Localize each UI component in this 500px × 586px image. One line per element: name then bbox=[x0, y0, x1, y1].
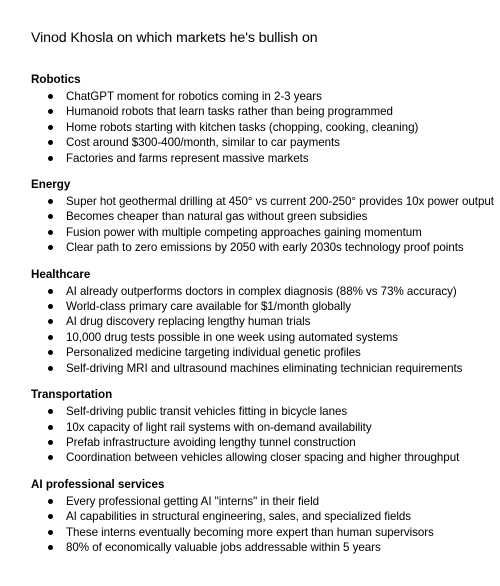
list-item-text: Personalized medicine targeting individual genetic profiles bbox=[66, 346, 361, 360]
bullet-icon bbox=[48, 125, 53, 130]
document bbox=[31, 28, 494, 567]
section-heading: Energy bbox=[31, 178, 71, 192]
section-healthcare bbox=[31, 268, 491, 376]
bullet-icon bbox=[48, 530, 53, 535]
list-item-text: Fusion power with multiple competing approaches gaining momentum bbox=[66, 225, 422, 239]
bullet-icon bbox=[48, 109, 53, 114]
list-item bbox=[31, 509, 491, 524]
list-item-text: World-class primary care available for $1/month globally bbox=[66, 300, 352, 314]
list-item-text: 80% of economically valuable jobs addressable within 5 years bbox=[66, 540, 381, 554]
bullet-icon bbox=[48, 245, 53, 250]
bullet-list bbox=[31, 404, 491, 466]
list-item-text: These interns eventually becoming more expert than human supervisors bbox=[66, 525, 434, 539]
bullet-icon bbox=[48, 409, 53, 414]
list-item bbox=[31, 404, 491, 419]
list-item-text: AI drug discovery replacing lengthy human trials bbox=[66, 315, 311, 329]
bullet-icon bbox=[48, 140, 53, 145]
bullet-icon bbox=[48, 440, 53, 445]
bullet-icon bbox=[48, 156, 53, 161]
list-item-text: Humanoid robots that learn tasks rather than being programmed bbox=[66, 105, 393, 119]
list-item bbox=[31, 209, 491, 224]
list-item bbox=[31, 540, 491, 555]
bullet-list bbox=[31, 284, 491, 376]
bullet-list bbox=[31, 494, 491, 556]
list-item-text: Factories and farms represent massive markets bbox=[66, 151, 309, 165]
section-transportation bbox=[31, 388, 491, 466]
bullet-icon bbox=[48, 335, 53, 340]
bullet-icon bbox=[48, 499, 53, 504]
list-item-text: Super hot geothermal drilling at 450° vs current 200-250° provides 10x power output bbox=[66, 195, 494, 209]
list-item bbox=[31, 314, 491, 329]
list-item-text: AI already outperforms doctors in complex diagnosis (88% vs 73% accuracy) bbox=[66, 284, 457, 298]
list-item bbox=[31, 135, 491, 150]
section-heading: Transportation bbox=[31, 388, 113, 402]
list-item bbox=[31, 104, 491, 119]
list-item bbox=[31, 361, 491, 376]
list-item-text: 10x capacity of light rail systems with on-demand availability bbox=[66, 420, 372, 434]
section-heading: Healthcare bbox=[31, 267, 91, 281]
document-title: Vinod Khosla on which markets he's bullish on bbox=[31, 30, 318, 46]
bullet-icon bbox=[48, 304, 53, 309]
bullet-icon bbox=[48, 425, 53, 430]
list-item-text: Becomes cheaper than natural gas without green subsidies bbox=[66, 210, 368, 224]
section-ai-professional-services bbox=[31, 478, 491, 556]
list-item bbox=[31, 525, 491, 540]
list-item bbox=[31, 345, 491, 360]
list-item-text: Prefab infrastructure avoiding lengthy tunnel construction bbox=[66, 435, 356, 449]
list-item bbox=[31, 120, 491, 135]
bullet-icon bbox=[48, 94, 53, 99]
list-item-text: ChatGPT moment for robotics coming in 2-3 years bbox=[66, 90, 322, 103]
list-item bbox=[31, 151, 491, 166]
list-item-text: Home robots starting with kitchen tasks (chopping, cooking, cleaning) bbox=[66, 120, 419, 134]
section-heading: AI professional services bbox=[31, 477, 165, 491]
bullet-icon bbox=[48, 545, 53, 550]
list-item bbox=[31, 240, 491, 255]
bullet-icon bbox=[48, 214, 53, 219]
list-item-text: 10,000 drug tests possible in one week using automated systems bbox=[66, 330, 399, 344]
list-item-text: Clear path to zero emissions by 2050 with early 2030s technology proof points bbox=[66, 241, 464, 255]
list-item bbox=[31, 450, 491, 465]
bullet-icon bbox=[48, 199, 53, 204]
list-item bbox=[31, 194, 494, 209]
bullet-list bbox=[31, 194, 494, 256]
list-item-text: AI capabilities in structural engineering, sales, and specialized fields bbox=[66, 510, 412, 524]
bullet-list bbox=[31, 89, 491, 166]
list-item bbox=[31, 494, 491, 509]
bullet-icon bbox=[48, 455, 53, 460]
bullet-icon bbox=[48, 230, 53, 235]
section-energy bbox=[31, 178, 494, 256]
bullet-icon bbox=[48, 319, 53, 324]
list-item bbox=[31, 299, 491, 314]
list-item-text: Self-driving public transit vehicles fitting in bicycle lanes bbox=[66, 405, 348, 419]
section-heading: Robotics bbox=[31, 73, 81, 86]
list-item bbox=[31, 284, 491, 299]
bullet-icon bbox=[48, 350, 53, 355]
list-item bbox=[31, 89, 491, 104]
list-item bbox=[31, 420, 491, 435]
section-robotics bbox=[31, 73, 491, 166]
list-item-text: Every professional getting AI "interns" in their field bbox=[66, 494, 319, 508]
bullet-icon bbox=[48, 514, 53, 519]
list-item-text: Cost around $300-400/month, similar to car payments bbox=[66, 136, 340, 150]
list-item bbox=[31, 330, 491, 345]
list-item bbox=[31, 225, 491, 240]
bullet-icon bbox=[48, 366, 53, 371]
list-item bbox=[31, 435, 491, 450]
bullet-icon bbox=[48, 289, 53, 294]
list-item-text: Self-driving MRI and ultrasound machines eliminating technician requirements bbox=[66, 361, 463, 375]
list-item-text: Coordination between vehicles allowing closer spacing and higher throughput bbox=[66, 451, 460, 465]
